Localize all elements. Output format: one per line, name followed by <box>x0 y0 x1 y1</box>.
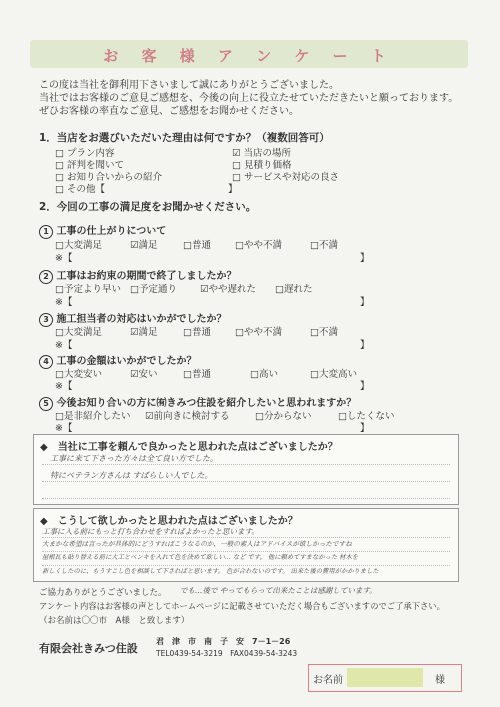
good-points-label: ◆ 当社に工事を頼んで良かったと思われた点はございましたか？ <box>40 442 338 453</box>
good-points-box[interactable] <box>33 434 459 505</box>
sub3-remark-close: 】 <box>360 340 370 351</box>
sub4-remark-open: ※【 <box>55 381 73 392</box>
intro-line-1: この度は当社を御利用下さいまして誠にありがとうございました。 <box>39 80 339 91</box>
sub5-number: 5 <box>39 397 53 411</box>
q1-option-referral[interactable]: □ お知り合いからの紹介 <box>55 172 162 183</box>
sub1-label: 工事の仕上がりについて <box>56 226 167 237</box>
name-field-label: お名前 <box>313 675 343 686</box>
page-title: お 客 様 ア ン ケ ー ト <box>103 47 395 65</box>
q1-option-estimate[interactable]: □ 見積り価格 <box>232 160 292 171</box>
sub3-opt-very-satisfied[interactable]: □大変満足 <box>55 327 102 338</box>
sub5-opt-definitely[interactable]: □是非紹介したい <box>55 411 131 422</box>
wish-points-hand-2: 大まかな希望は言ったが具体的にどうすればこうなるのか、一般の素人はアドバイスが欲しかったですね <box>42 540 352 548</box>
sub1-opt-very-satisfied[interactable]: □大変満足 <box>55 240 102 251</box>
sub4-opt-normal[interactable]: □普通 <box>183 369 211 380</box>
sub3-opt-satisfied[interactable]: ☑満足 <box>130 327 158 338</box>
sub5-label: 今後お知り合いの方に㈲きみつ住設を紹介したいと思われますか？ <box>56 398 357 409</box>
q1-option-plan[interactable]: □ プラン内容 <box>55 148 115 159</box>
notice-name-text: （お名前は〇〇市 A様 と致します） <box>39 616 190 626</box>
good-points-hand-1: 工事に来て下さった方々は全て良い方でした。 <box>50 454 218 463</box>
company-name: 有限会社きみつ住設 <box>39 642 138 655</box>
sub2-remark-open: ※【 <box>55 297 73 308</box>
company-address: 君 津 市 南 子 安 7－1－26 <box>156 637 291 646</box>
sub5-remark-close: 】 <box>360 423 370 434</box>
sub3-label: 施工担当者の対応はいかがでしたか？ <box>56 314 227 325</box>
sub2-opt-late[interactable]: □遅れた <box>275 284 313 295</box>
good-points-hand-2: 特にベテラン方さんは すばらしい人でした。 <box>50 471 213 480</box>
sub1-remark-open: ※【 <box>55 253 73 264</box>
q1-option-location[interactable]: ☑ 当店の場所 <box>232 148 292 159</box>
sub5-opt-no[interactable]: □したくない <box>338 411 395 422</box>
wish-points-label: ◆ こうして欲しかったと思われた点はございましたか？ <box>40 516 298 527</box>
sub1-remark-close: 】 <box>360 253 370 264</box>
q1-label: 1．当店をお選びいただいた理由は何ですか？（複数回答可） <box>39 132 330 144</box>
thanks-text: ご協力ありがとうございました。 <box>39 588 167 598</box>
sub1-opt-normal[interactable]: □普通 <box>183 240 211 251</box>
wish-points-hand-extra: でも…後で やってもらって出来たことは感謝しています。 <box>180 586 377 595</box>
sub4-opt-very-cheap[interactable]: □大変安い <box>55 369 102 380</box>
sub2-label: 工事はお約束の期間で終了しましたか？ <box>56 271 237 282</box>
sub4-opt-expensive[interactable]: □高い <box>250 369 278 380</box>
intro-line-2: 当社ではお客様のご意見ご感想を、今後の向上に役立たせていただきたいと願っております。 <box>39 93 459 104</box>
sub3-opt-unsatisfied[interactable]: □不満 <box>310 327 338 338</box>
q2-label: 2．今回の工事の満足度をお聞かせください。 <box>39 201 257 213</box>
sub5-opt-unknown[interactable]: □分からない <box>255 411 312 422</box>
sub3-opt-normal[interactable]: □普通 <box>183 327 211 338</box>
sub2-opt-early[interactable]: □予定より早い <box>55 284 121 295</box>
sub2-opt-slightly-late[interactable]: ☑やや遅れた <box>200 284 257 295</box>
sub3-remark-open: ※【 <box>55 340 73 351</box>
sub5-remark-open: ※【 <box>55 423 73 434</box>
q1-option-other[interactable]: □ その他【 <box>55 184 105 195</box>
name-input-area[interactable] <box>347 668 423 687</box>
sub1-number: 1 <box>39 225 53 239</box>
wish-points-hand-4: 新しくしたのに、もうすこし色を相談して下さればと思います。 色が合わないのです。 出来た後の費用がかかりました <box>42 568 379 575</box>
sub2-opt-on-time[interactable]: □予定通り <box>130 284 177 295</box>
title-bar <box>30 40 468 68</box>
sub2-number: 2 <box>39 270 53 284</box>
sub5-opt-consider[interactable]: ☑前向きに検討する <box>145 411 230 422</box>
sub4-number: 4 <box>39 355 53 369</box>
sub4-label: 工事の金額はいかがでしたか？ <box>56 356 197 367</box>
sub3-opt-slightly-unsatisfied[interactable]: □やや不満 <box>235 327 282 338</box>
company-phone: TEL0439-54-3219 FAX0439-54-3243 <box>156 649 298 658</box>
sub4-opt-cheap[interactable]: ☑安い <box>130 369 158 380</box>
name-field-suffix: 様 <box>435 675 445 686</box>
q1-option-service[interactable]: □ サービスや対応の良さ <box>232 172 339 183</box>
sub2-remark-close: 】 <box>360 297 370 308</box>
sub4-opt-very-expensive[interactable]: □大変高い <box>310 369 357 380</box>
notice-text: アンケート内容はお客様の声としてホームページに記載させていただく場合もございますのでご了承下さい。 <box>39 601 445 611</box>
sub4-remark-close: 】 <box>360 381 370 392</box>
sub3-number: 3 <box>39 313 53 327</box>
intro-line-3: ぜひお客様の率直なご意見、ご感想をお聞かせください。 <box>39 106 299 117</box>
wish-points-hand-1: 工事に入る前にもっと打ち合わせをすればよかったと思います。 <box>42 527 259 536</box>
sub1-opt-satisfied[interactable]: ☑満足 <box>130 240 158 251</box>
wish-points-box[interactable] <box>33 508 459 582</box>
wish-points-hand-3: 屋根瓦も貼り替える前に大工とペンキを入れて色を決めて欲しい… など です。 他に頼めてすまなかった 材木を <box>42 554 359 561</box>
sub1-opt-unsatisfied[interactable]: □不満 <box>310 240 338 251</box>
name-field[interactable] <box>308 664 462 692</box>
q1-option-reputation[interactable]: □ 評判を聞いて <box>55 160 124 171</box>
sub1-opt-slightly-unsatisfied[interactable]: □やや不満 <box>235 240 282 251</box>
q1-other-close: 】 <box>228 184 238 195</box>
